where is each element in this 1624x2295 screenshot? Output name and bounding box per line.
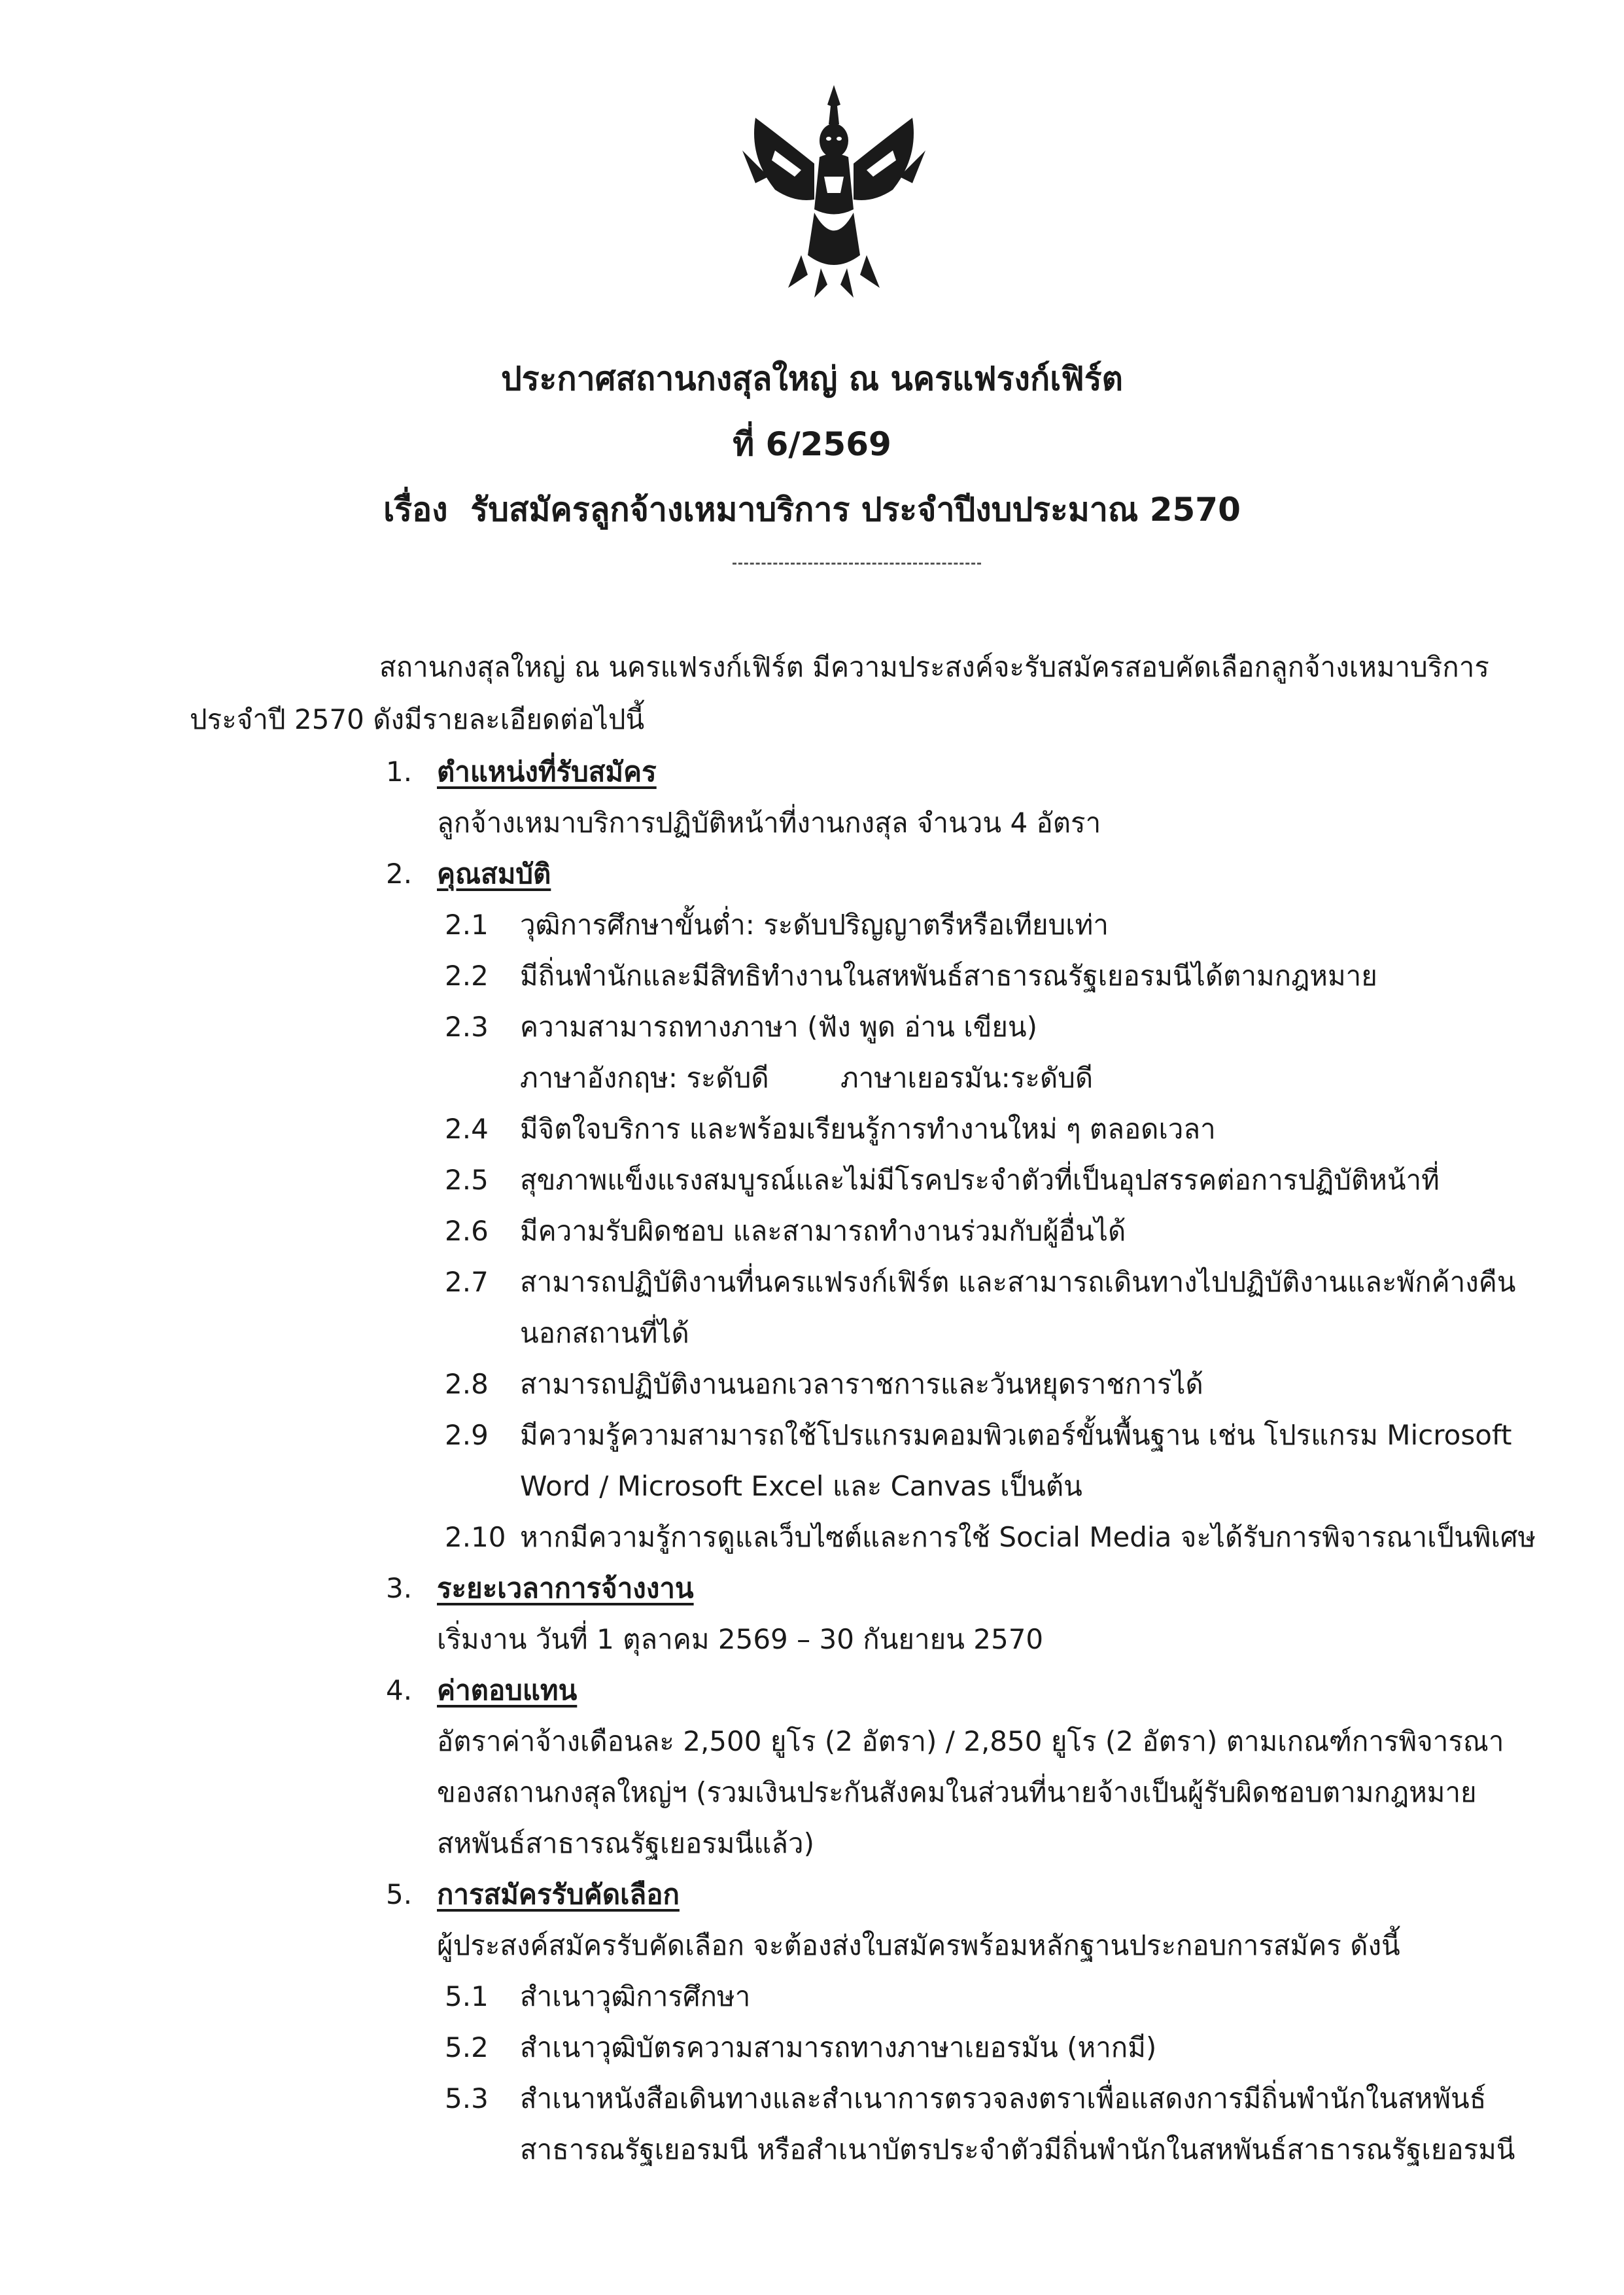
item-2-5-number: 2.5 <box>445 1164 489 1196</box>
announcement-subject <box>0 484 1624 536</box>
section-4-body-3: สหพันธ์สาธารณรัฐเยอรมนีแล้ว) <box>437 1827 814 1859</box>
section-4-body-1: อัตราค่าจ้างเดือนละ 2,500 ยูโร (2 อัตรา) / 2,850 ยูโร (2 อัตรา) ตามเกณฑ์การพิจารณา <box>437 1725 1504 1757</box>
item-2-8-text: สามารถปฏิบัติงานนอกเวลาราชการและวันหยุดราชการได้ <box>520 1368 1203 1400</box>
garuda-emblem <box>729 79 939 301</box>
item-2-5-text: สุขภาพแข็งแรงสมบูรณ์และไม่มีโรคประจำตัวที่เป็นอุปสรรคต่อการปฏิบัติหน้าที่ <box>520 1164 1440 1196</box>
intro-line-1: สถานกงสุลใหญ่ ณ นครแฟรงก์เฟิร์ต มีความประสงค์จะรับสมัครสอบคัดเลือกลูกจ้างเหมาบริการ <box>379 651 1489 683</box>
section-3-number: 3. <box>386 1572 413 1604</box>
item-5-1-number: 5.1 <box>445 1980 489 2012</box>
item-2-1-text: วุฒิการศึกษาขั้นต่ำ: ระดับปริญญาตรีหรือเทียบเท่า <box>520 909 1109 941</box>
item-2-2-number: 2.2 <box>445 960 489 992</box>
item-2-9-number: 2.9 <box>445 1419 489 1451</box>
item-2-7-number: 2.7 <box>445 1266 489 1298</box>
section-4-number: 4. <box>386 1674 413 1706</box>
item-2-3-english-level: ภาษาอังกฤษ: ระดับดี <box>520 1062 769 1094</box>
announcement-number: ที่ 6/2569 <box>733 425 891 463</box>
section-4-heading: ค่าตอบแทน <box>437 1674 578 1706</box>
subject-label: เรื่อง <box>383 491 448 529</box>
item-5-3-text: สำเนาหนังสือเดินทางและสำเนาการตรวจลงตราเพื่อแสดงการมีถิ่นพำนักในสหพันธ์ <box>520 2082 1487 2114</box>
section-5-number: 5. <box>386 1878 413 1910</box>
item-5-2-number: 5.2 <box>445 2031 489 2063</box>
section-4-body-2: ของสถานกงสุลใหญ่ฯ (รวมเงินประกันสังคมในส่วนที่นายจ้างเป็นผู้รับผิดชอบตามกฎหมาย <box>437 1776 1477 1808</box>
item-2-9-text: มีความรู้ความสามารถใช้โปรแกรมคอมพิวเตอร์ขั้นพื้นฐาน เช่น โปรแกรม Microsoft <box>520 1419 1512 1451</box>
item-2-7-text-cont: นอกสถานที่ได้ <box>520 1317 689 1349</box>
subject-text: รับสมัครลูกจ้างเหมาบริการ ประจำปีงบประมาณ 2570 <box>470 491 1241 529</box>
item-2-2-text: มีถิ่นพำนักและมีสิทธิทำงานในสหพันธ์สาธารณรัฐเยอรมนีได้ตามกฎหมาย <box>520 960 1377 992</box>
announcement-title: ประกาศสถานกงสุลใหญ่ ณ นครแฟรงก์เฟิร์ต <box>500 360 1124 398</box>
item-2-6-text: มีความรับผิดชอบ และสามารถทำงานร่วมกับผู้อื่นได้ <box>520 1215 1126 1247</box>
item-5-1-text: สำเนาวุฒิการศึกษา <box>520 1980 751 2012</box>
item-2-4-text: มีจิตใจบริการ และพร้อมเรียนรู้การทำงานใหม่ ๆ ตลอดเวลา <box>520 1113 1216 1145</box>
item-2-3-number: 2.3 <box>445 1011 489 1043</box>
intro-line-2: ประจำปี 2570 ดังมีรายละเอียดต่อไปนี้ <box>190 703 645 735</box>
item-5-2-text: สำเนาวุฒิบัตรความสามารถทางภาษาเยอรมัน (หากมี) <box>520 2031 1157 2063</box>
item-2-1-number: 2.1 <box>445 909 489 941</box>
section-5-heading: การสมัครรับคัดเลือก <box>437 1878 680 1910</box>
item-2-8-number: 2.8 <box>445 1368 489 1400</box>
section-1-number: 1. <box>386 756 413 788</box>
section-1-body: ลูกจ้างเหมาบริการปฏิบัติหน้าที่งานกงสุล จำนวน 4 อัตรา <box>437 807 1101 839</box>
section-3-body: เริ่มงาน วันที่ 1 ตุลาคม 2569 – 30 กันยายน 2570 <box>437 1623 1044 1655</box>
section-5-body: ผู้ประสงค์สมัครรับคัดเลือก จะต้องส่งใบสมัครพร้อมหลักฐานประกอบการสมัคร ดังนี้ <box>437 1929 1400 1961</box>
section-3-heading: ระยะเวลาการจ้างงาน <box>437 1572 694 1604</box>
item-2-10-text: หากมีความรู้การดูแลเว็บไซต์และการใช้ Social Media จะได้รับการพิจารณาเป็นพิเศษ <box>520 1521 1536 1553</box>
item-2-3-text: ความสามารถทางภาษา (ฟัง พูด อ่าน เขียน) <box>520 1011 1038 1043</box>
item-2-7-text: สามารถปฏิบัติงานที่นครแฟรงก์เฟิร์ต และสามารถเดินทางไปปฏิบัติงานและพักค้างคืน <box>520 1266 1516 1298</box>
item-5-3-number: 5.3 <box>445 2082 489 2114</box>
item-2-4-number: 2.4 <box>445 1113 489 1145</box>
section-1-heading: ตำแหน่งที่รับสมัคร <box>437 756 657 788</box>
item-2-3-german-level: ภาษาเยอรมัน:ระดับดี <box>840 1062 1094 1094</box>
dashed-divider <box>733 563 981 565</box>
item-2-6-number: 2.6 <box>445 1215 489 1247</box>
section-2-heading: คุณสมบัติ <box>437 858 551 890</box>
item-5-3-text-cont: สาธารณรัฐเยอรมนี หรือสำเนาบัตรประจำตัวมีถิ่นพำนักในสหพันธ์สาธารณรัฐเยอรมนี <box>520 2133 1515 2165</box>
item-2-9-text-cont: Word / Microsoft Excel และ Canvas เป็นต้น <box>520 1470 1082 1502</box>
section-2-number: 2. <box>386 858 413 890</box>
item-2-10-number: 2.10 <box>445 1521 506 1553</box>
